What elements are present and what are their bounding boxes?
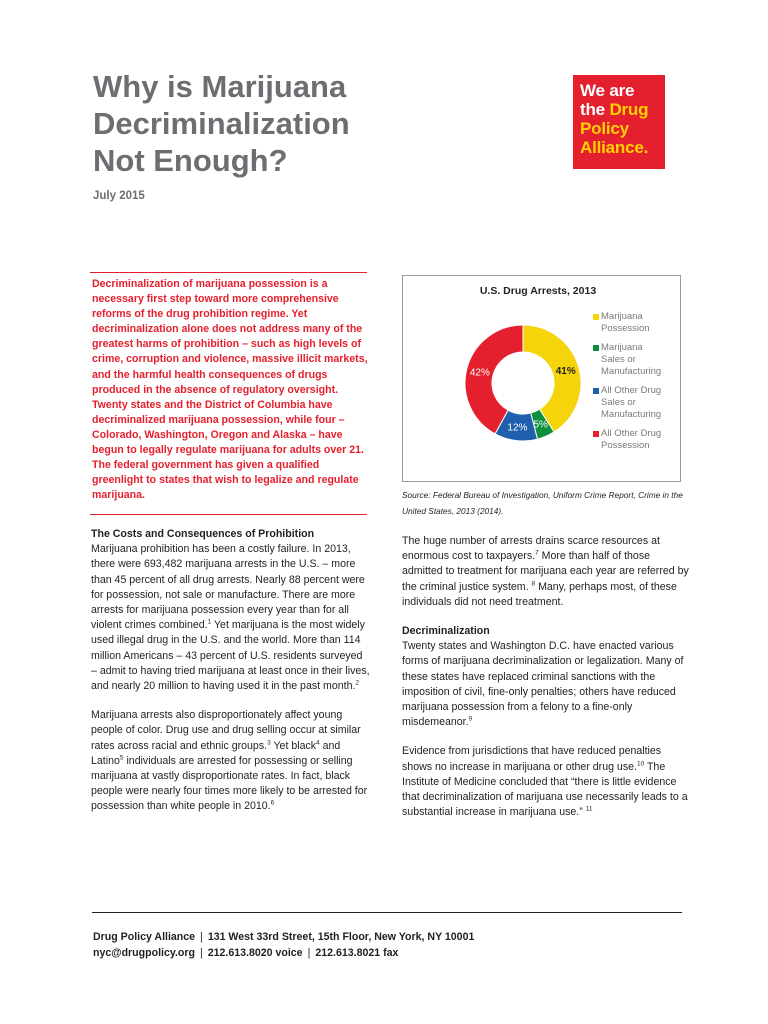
footnote-ref: 9: [468, 715, 473, 723]
paragraph: Marijuana arrests also disproportionately affect young people of color. Drug use and drug selling occur at similar rates across racial and ethnic groups.$^3$ Yet black$^4$ and Latino$^5$ individuals are arrested for possessing or selling marijuana at vastly disproportionate rates. In fact, black people were nearly four times more likely to be arrested for possession than white people in 2010.$^6$: [91, 709, 368, 813]
slice-data-label: 12%: [507, 422, 528, 434]
paragraph: The huge number of arrests drains scarce resources at enormous cost to taxpayers.$^7$ More than half of those admitted to treatment for marijuana each year are referred by the criminal justice system. $^8$ Many, perhaps most, of these individuals did not need treatment.: [402, 535, 689, 608]
footer-voice: 212.613.8020 voice: [207, 947, 303, 959]
legend-swatch: [593, 388, 599, 394]
slice-data-label: 41%: [555, 366, 576, 378]
logo-line: [580, 100, 665, 119]
section-heading-costs: The Costs and Consequences of Prohibition: [91, 528, 315, 540]
footnote-ref: 6: [270, 799, 275, 807]
footnote-ref: 7: [535, 549, 539, 557]
footnote-ref: 2: [355, 679, 360, 687]
footer-line-address: [93, 929, 693, 945]
footnote-ref: 1: [207, 618, 212, 626]
legend-label: All Other Drug: [601, 385, 662, 396]
logo-line: Alliance.: [580, 138, 649, 157]
legend-swatch: [593, 345, 599, 351]
footnote-ref: 8: [531, 580, 536, 588]
legend-label: Sales or: [601, 397, 636, 408]
arrests-chart: [402, 275, 681, 482]
footer-address: 131 West 33rd Street, 15th Floor, New York, NY 10001: [207, 931, 475, 943]
title-line: Why is Marijuana: [93, 69, 347, 104]
callout-bottom-rule: [90, 514, 367, 515]
footer-separator: |: [307, 947, 311, 959]
logo-line: We are: [580, 81, 635, 100]
logo-word: the: [580, 100, 610, 119]
paragraph: Evidence from jurisdictions that have reduced penalties shows no increase in marijuana or other drug use.$^{10}$ The Institute of Medicine concluded that “there is little evidence that decriminalization of marijuana use necessarily leads to a substantial increase in marijuana use.” $^{11}$: [402, 745, 688, 819]
right-column: [402, 534, 692, 834]
legend-label: Sales or: [601, 354, 636, 365]
footer: [93, 929, 693, 961]
legend-label: Manufacturing: [601, 366, 662, 377]
legend-item: [593, 311, 679, 335]
title-line: Not Enough?: [93, 143, 288, 178]
footnote-ref: 11: [585, 805, 593, 813]
slice-data-label: 42%: [469, 367, 490, 379]
footnote-ref: 5: [119, 754, 124, 762]
slice-data-label: 5%: [533, 419, 548, 431]
legend-label: Manufacturing: [601, 409, 662, 420]
legend-label: Possession: [601, 440, 650, 451]
footnote-ref: 4: [316, 739, 320, 747]
legend-swatch: [593, 431, 599, 437]
paragraph: Twenty states and Washington D.C. have enacted various forms of marijuana decriminalization or legalization. Many of these states have replaced criminal sanctions with the imposition of civil, fine-only penalties; others have reduced marijuana possession from a felony to a fine-only misdemeanor.$^9$: [402, 640, 684, 729]
callout-top-rule: [90, 272, 367, 273]
publication-date: July 2015: [93, 190, 145, 202]
chart-title: U.S. Drug Arrests, 2013: [479, 285, 597, 297]
legend-item: [593, 385, 679, 421]
legend-label: All Other Drug: [601, 428, 662, 439]
intro-callout: Decriminalization of marijuana possession is a necessary first step toward more comprehensive reforms of the drug prohibition regime. Yet decriminalization alone does not address many of the greatest harms of prohibition – such as high levels of crime, corruption and violence, massive illicit markets, and the harmful health consequences of drugs produced in the absence of regulatory oversight. Twenty states and the District of Columbia have decriminalized marijuana possession, while four – Colorado, Washington, Oregon and Alaska – have begun to legally regulate marijuana for adults over 21. The federal government has given a qualified greenlight to states that wish to legalize and regulate marijuana.: [92, 278, 368, 502]
legend-label: Possession: [601, 323, 650, 334]
footer-separator: |: [199, 947, 203, 959]
legend-item: [593, 342, 679, 378]
chart-legend: [593, 311, 679, 459]
drug-policy-alliance-logo: [573, 75, 665, 169]
paragraph: Marijuana prohibition has been a costly failure. In 2013, there were 693,482 marijuana arrests in the U.S. – more than 45 percent of all drug arrests. Nearly 88 percent were for possession, not sale or manufacture. There are more arrests for marijuana possession every year than for all violent crimes combined.$^1$ Yet marijuana is the most widely used illegal drug in the U.S. and the world. More than 114 million Americans – 43 percent of U.S. residents surveyed – admit to having tried marijuana at least once in their lives, and nearly 20 million to having used it in the past month.$^2$: [91, 543, 370, 693]
footnote-ref: 3: [267, 739, 271, 747]
footer-rule: [92, 912, 682, 913]
legend-swatch: [593, 314, 599, 320]
section-heading-decriminalization: Decriminalization: [402, 625, 490, 638]
footer-line-contact: [93, 945, 693, 961]
logo-word-highlight: Drug: [609, 100, 649, 119]
footer-email[interactable]: nyc@drugpolicy.org: [93, 947, 195, 959]
legend-item: [593, 428, 679, 452]
legend-label: Marijuana: [601, 311, 643, 322]
title-line: Decriminalization: [93, 106, 350, 141]
footer-fax: 212.613.8021 fax: [315, 947, 399, 959]
logo-line: Policy: [580, 119, 629, 138]
footer-separator: |: [200, 931, 203, 943]
page-title: [93, 68, 393, 179]
chart-source-note: Source: Federal Bureau of Investigation, Uniform Crime Report, Crime in the United States, 2013 (2014).: [402, 490, 683, 516]
left-column: [91, 527, 371, 829]
legend-label: Marijuana: [601, 342, 643, 353]
footer-org: Drug Policy Alliance: [93, 931, 196, 943]
footnote-ref: 10: [636, 760, 645, 768]
